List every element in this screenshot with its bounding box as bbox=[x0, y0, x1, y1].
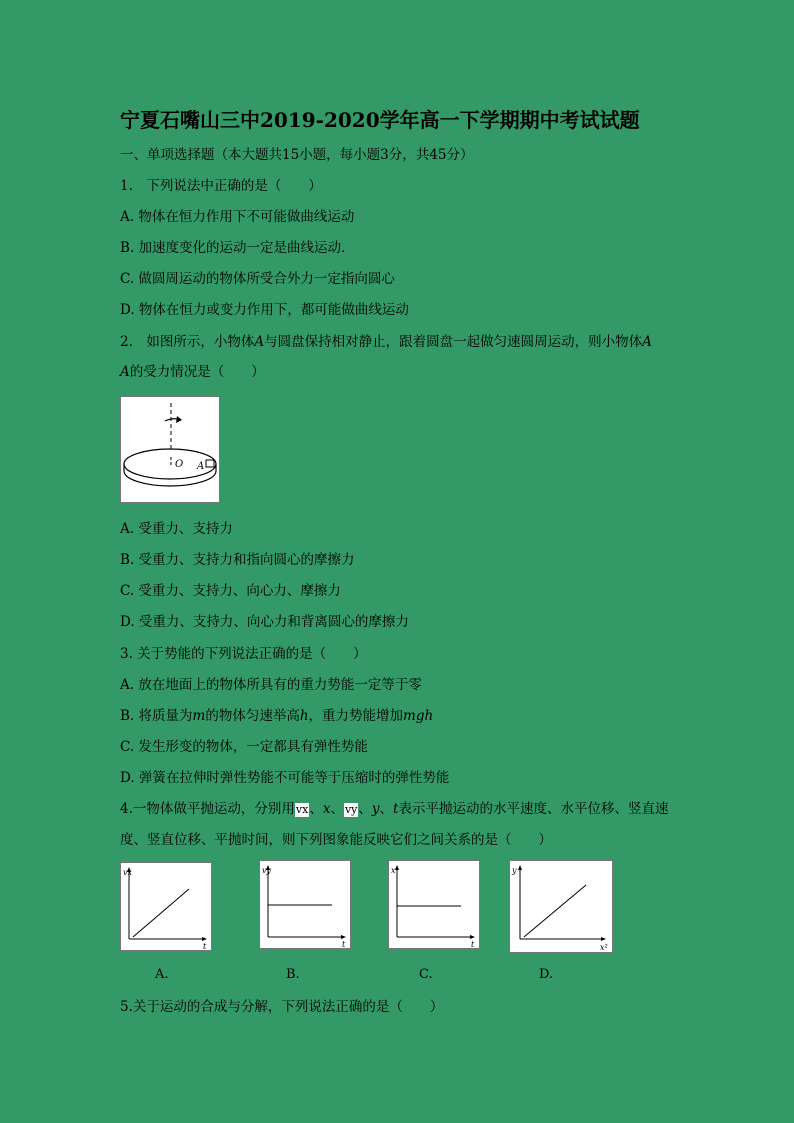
graph-d-xlabel: x² bbox=[600, 943, 608, 952]
page-title: 宁夏石嘴山三中2019-2020学年高一下学期期中考试试题 bbox=[120, 108, 640, 132]
graph-c-ylabel: x bbox=[391, 866, 396, 875]
q2-option-a: A. 受重力、支持力 bbox=[120, 521, 233, 537]
q4-stem-line2: 度、竖直位移、平抛时间，则下列图象能反映它们之间关系的是（ ） bbox=[120, 832, 552, 848]
q4-var-x: x bbox=[322, 801, 331, 817]
q3-stem: 3. 关于势能的下列说法正确的是（ ） bbox=[120, 646, 367, 662]
q2-stem-line2-text: 的受力情况是（ ） bbox=[129, 364, 265, 380]
graph-a-line bbox=[133, 889, 189, 937]
q4-graph-c bbox=[388, 860, 480, 949]
q3-option-b-post: ，重力势能增加 bbox=[308, 708, 404, 724]
q4-caption-d: D. bbox=[539, 967, 554, 982]
q4-var-t: t bbox=[393, 801, 399, 817]
graph-a-xlabel: t bbox=[203, 942, 207, 950]
q2-stem-pre: 2. 如图所示，小物体 bbox=[120, 334, 255, 350]
q4-vx: vx bbox=[295, 803, 309, 816]
q1-option-a: A. 物体在恒力作用下不可能做曲线运动 bbox=[120, 209, 355, 225]
q2-var-a: A bbox=[254, 334, 265, 350]
q4-caption-c: C. bbox=[419, 967, 433, 982]
q4-sep4: 、 bbox=[379, 801, 394, 817]
graph-d-line bbox=[524, 885, 586, 937]
q3-option-c: C. 发生形变的物体，一定都具有弹性势能 bbox=[120, 739, 368, 755]
q3-var-h: h bbox=[299, 708, 309, 724]
q4-sep2: 、 bbox=[330, 801, 344, 817]
q1-option-c: C. 做圆周运动的物体所受合外力一定指向圆心 bbox=[120, 271, 395, 287]
disk-diagram bbox=[121, 397, 219, 502]
graph-c-svg bbox=[389, 861, 479, 948]
graph-b-xlabel: t bbox=[342, 940, 346, 948]
q4-vy-box bbox=[344, 803, 358, 817]
q5-stem: 5.关于运动的合成与分解，下列说法正确的是（ ） bbox=[120, 999, 444, 1015]
q4-caption-b: B. bbox=[286, 967, 300, 982]
graph-d-ylabel: y bbox=[512, 866, 517, 875]
label-a: A bbox=[197, 461, 205, 472]
graph-a-svg bbox=[121, 863, 211, 950]
q2-option-b: B. 受重力、支持力和指向圆心的摩擦力 bbox=[120, 552, 355, 568]
q1-stem: 1. 下列说法中正确的是（ ） bbox=[120, 178, 322, 194]
q3-option-a: A. 放在地面上的物体所具有的重力势能一定等于零 bbox=[120, 677, 422, 693]
q3-option-b-mid: 的物体匀速举高 bbox=[205, 708, 300, 724]
q4-caption-a: A. bbox=[155, 967, 169, 982]
q1-option-d: D. 物体在恒力或变力作用下，都可能做曲线运动 bbox=[120, 302, 409, 318]
q2-stem-line2 bbox=[120, 363, 265, 381]
q3-var-m: m bbox=[192, 708, 206, 724]
q2-stem-mid: 与圆盘保持相对静止，跟着圆盘一起做匀速圆周运动，则小物体 bbox=[264, 334, 643, 350]
q4-stem-pre: 4.一物体做平抛运动，分别用 bbox=[120, 801, 295, 817]
section-heading: 一、单项选择题（本大题共15小题，每小题3分，共45分） bbox=[120, 147, 474, 163]
graph-d-svg bbox=[510, 861, 612, 952]
graph-c-xlabel: t bbox=[471, 940, 475, 948]
q4-graph-b bbox=[259, 860, 351, 949]
q4-graph-a bbox=[120, 862, 212, 951]
q3-option-d: D. 弹簧在拉伸时弹性势能不可能等于压缩时的弹性势能 bbox=[120, 770, 450, 786]
q4-sep1: 、 bbox=[309, 801, 323, 817]
q2-stem bbox=[120, 333, 652, 351]
label-o: O bbox=[175, 459, 184, 470]
q4-vx-box bbox=[295, 803, 309, 817]
q4-var-y: y bbox=[371, 801, 380, 817]
q2-option-d: D. 受重力、支持力、向心力和背离圆心的摩擦力 bbox=[120, 614, 409, 630]
q2-var-a-2: A bbox=[642, 334, 652, 350]
q4-stem-post: 表示平抛运动的水平速度、水平位移、竖直速 bbox=[398, 801, 669, 817]
q4-graph-d bbox=[509, 860, 613, 953]
q4-sep3: 、 bbox=[358, 801, 372, 817]
graph-b-ylabel: vy bbox=[262, 866, 272, 875]
graph-b-svg bbox=[260, 861, 350, 948]
q1-option-b: B. 加速度变化的运动一定是曲线运动． bbox=[120, 240, 355, 256]
q3-option-b-pre: B. 将质量为 bbox=[120, 708, 193, 724]
graph-a-ylabel: vx bbox=[123, 868, 133, 877]
q2-option-c: C. 受重力、支持力、向心力、摩擦力 bbox=[120, 583, 341, 599]
q3-var-mgh: mgh bbox=[403, 708, 434, 724]
q2-var-a-3: A bbox=[120, 364, 130, 380]
q3-option-b bbox=[120, 707, 433, 725]
q2-disk-figure bbox=[120, 396, 220, 503]
q4-vy: vy bbox=[344, 803, 358, 816]
q4-stem bbox=[120, 800, 668, 818]
